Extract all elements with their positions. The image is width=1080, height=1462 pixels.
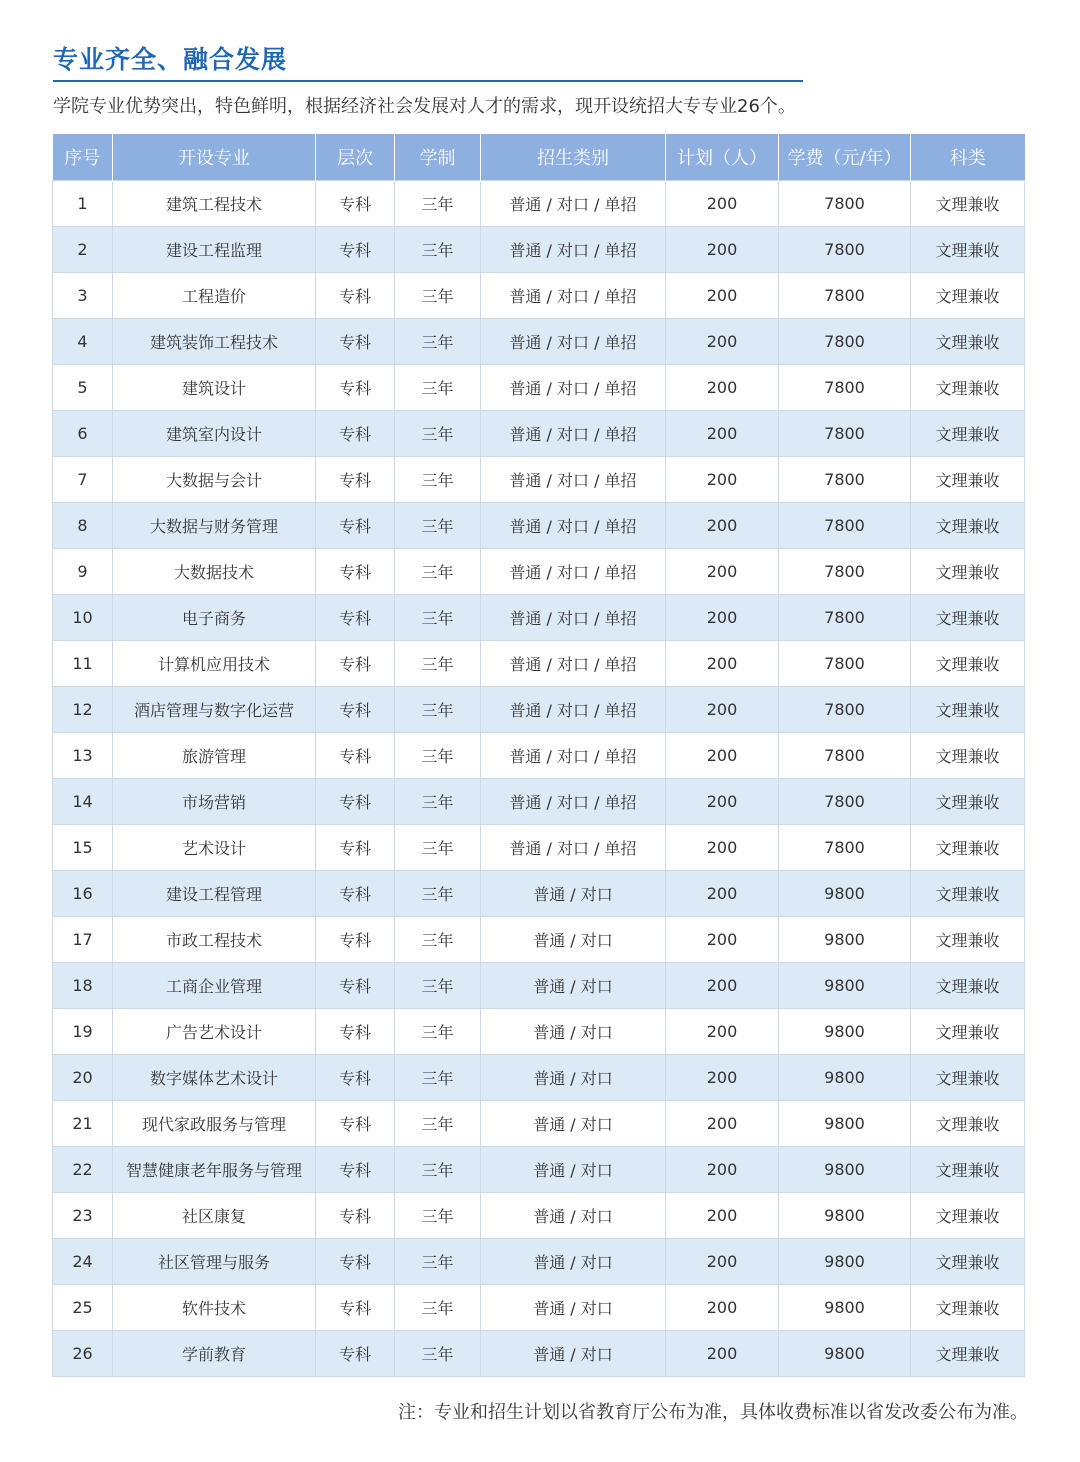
cell-plan: 200 [666, 227, 779, 273]
table-row [53, 411, 1025, 457]
cell-level: 专科 [316, 1055, 395, 1101]
cell-admission-type: 普通 / 对口 [481, 1147, 666, 1193]
cell-admission-type: 普通 / 对口 / 单招 [481, 825, 666, 871]
cell-index: 1 [53, 181, 113, 227]
cell-major: 市场营销 [113, 779, 316, 825]
table-body [53, 181, 1025, 1377]
cell-level: 专科 [316, 1147, 395, 1193]
cell-major: 建筑设计 [113, 365, 316, 411]
cell-tuition: 7800 [779, 319, 911, 365]
cell-level: 专科 [316, 319, 395, 365]
cell-major: 大数据与财务管理 [113, 503, 316, 549]
cell-major: 学前教育 [113, 1331, 316, 1377]
cell-duration: 三年 [395, 365, 481, 411]
cell-index: 24 [53, 1239, 113, 1285]
cell-major: 旅游管理 [113, 733, 316, 779]
cell-category: 文理兼收 [911, 1331, 1025, 1377]
cell-duration: 三年 [395, 1239, 481, 1285]
table-row [53, 457, 1025, 503]
header-index: 序号 [53, 134, 113, 181]
cell-index: 16 [53, 871, 113, 917]
cell-category: 文理兼收 [911, 687, 1025, 733]
cell-category: 文理兼收 [911, 411, 1025, 457]
table-row [53, 181, 1025, 227]
cell-major: 社区康复 [113, 1193, 316, 1239]
cell-index: 11 [53, 641, 113, 687]
cell-major: 艺术设计 [113, 825, 316, 871]
cell-tuition: 9800 [779, 1009, 911, 1055]
header-level: 层次 [316, 134, 395, 181]
cell-level: 专科 [316, 503, 395, 549]
cell-category: 文理兼收 [911, 319, 1025, 365]
table-row [53, 227, 1025, 273]
header-category: 科类 [911, 134, 1025, 181]
cell-category: 文理兼收 [911, 227, 1025, 273]
cell-plan: 200 [666, 825, 779, 871]
cell-duration: 三年 [395, 273, 481, 319]
cell-level: 专科 [316, 595, 395, 641]
table-row [53, 733, 1025, 779]
cell-index: 25 [53, 1285, 113, 1331]
cell-plan: 200 [666, 963, 779, 1009]
cell-plan: 200 [666, 1055, 779, 1101]
cell-tuition: 7800 [779, 227, 911, 273]
cell-index: 3 [53, 273, 113, 319]
cell-category: 文理兼收 [911, 1239, 1025, 1285]
table-row [53, 365, 1025, 411]
cell-level: 专科 [316, 641, 395, 687]
cell-tuition: 7800 [779, 273, 911, 319]
cell-duration: 三年 [395, 825, 481, 871]
cell-duration: 三年 [395, 503, 481, 549]
cell-major: 工程造价 [113, 273, 316, 319]
cell-level: 专科 [316, 227, 395, 273]
cell-level: 专科 [316, 1101, 395, 1147]
cell-level: 专科 [316, 963, 395, 1009]
cell-category: 文理兼收 [911, 641, 1025, 687]
cell-index: 8 [53, 503, 113, 549]
cell-major: 软件技术 [113, 1285, 316, 1331]
cell-plan: 200 [666, 549, 779, 595]
table-row [53, 1147, 1025, 1193]
cell-tuition: 9800 [779, 1331, 911, 1377]
cell-index: 17 [53, 917, 113, 963]
cell-tuition: 7800 [779, 595, 911, 641]
table-row [53, 1193, 1025, 1239]
cell-major: 建设工程监理 [113, 227, 316, 273]
cell-duration: 三年 [395, 733, 481, 779]
majors-table [52, 134, 1025, 1377]
cell-admission-type: 普通 / 对口 [481, 1331, 666, 1377]
cell-admission-type: 普通 / 对口 / 单招 [481, 641, 666, 687]
cell-plan: 200 [666, 457, 779, 503]
header-admission-type: 招生类别 [481, 134, 666, 181]
table-row [53, 273, 1025, 319]
cell-admission-type: 普通 / 对口 / 单招 [481, 411, 666, 457]
cell-category: 文理兼收 [911, 365, 1025, 411]
cell-duration: 三年 [395, 1147, 481, 1193]
cell-index: 6 [53, 411, 113, 457]
cell-tuition: 7800 [779, 687, 911, 733]
footnote: 注：专业和招生计划以省教育厅公布为准，具体收费标准以省发改委公布为准。 [398, 1402, 1028, 1423]
cell-admission-type: 普通 / 对口 [481, 1101, 666, 1147]
cell-level: 专科 [316, 871, 395, 917]
cell-plan: 200 [666, 1101, 779, 1147]
cell-major: 建筑工程技术 [113, 181, 316, 227]
table-row [53, 595, 1025, 641]
cell-admission-type: 普通 / 对口 [481, 963, 666, 1009]
cell-admission-type: 普通 / 对口 / 单招 [481, 687, 666, 733]
cell-tuition: 7800 [779, 549, 911, 595]
title-divider [53, 80, 803, 82]
cell-index: 2 [53, 227, 113, 273]
cell-duration: 三年 [395, 549, 481, 595]
cell-plan: 200 [666, 917, 779, 963]
cell-plan: 200 [666, 411, 779, 457]
cell-major: 计算机应用技术 [113, 641, 316, 687]
table-header-row [53, 134, 1025, 181]
cell-level: 专科 [316, 687, 395, 733]
cell-tuition: 9800 [779, 1193, 911, 1239]
cell-admission-type: 普通 / 对口 [481, 1285, 666, 1331]
cell-level: 专科 [316, 549, 395, 595]
cell-category: 文理兼收 [911, 1285, 1025, 1331]
cell-duration: 三年 [395, 779, 481, 825]
cell-level: 专科 [316, 1285, 395, 1331]
cell-category: 文理兼收 [911, 779, 1025, 825]
cell-category: 文理兼收 [911, 963, 1025, 1009]
cell-plan: 200 [666, 687, 779, 733]
cell-index: 5 [53, 365, 113, 411]
cell-level: 专科 [316, 365, 395, 411]
cell-category: 文理兼收 [911, 1101, 1025, 1147]
cell-major: 大数据技术 [113, 549, 316, 595]
cell-plan: 200 [666, 871, 779, 917]
cell-admission-type: 普通 / 对口 / 单招 [481, 181, 666, 227]
cell-plan: 200 [666, 273, 779, 319]
cell-plan: 200 [666, 733, 779, 779]
cell-plan: 200 [666, 595, 779, 641]
cell-duration: 三年 [395, 1055, 481, 1101]
header-major: 开设专业 [113, 134, 316, 181]
cell-major: 建设工程管理 [113, 871, 316, 917]
cell-index: 9 [53, 549, 113, 595]
cell-admission-type: 普通 / 对口 [481, 917, 666, 963]
cell-plan: 200 [666, 503, 779, 549]
cell-admission-type: 普通 / 对口 / 单招 [481, 273, 666, 319]
cell-tuition: 7800 [779, 825, 911, 871]
cell-level: 专科 [316, 1239, 395, 1285]
cell-major: 社区管理与服务 [113, 1239, 316, 1285]
cell-major: 酒店管理与数字化运营 [113, 687, 316, 733]
cell-index: 4 [53, 319, 113, 365]
cell-tuition: 7800 [779, 457, 911, 503]
cell-tuition: 7800 [779, 181, 911, 227]
table-row [53, 319, 1025, 365]
table-row [53, 687, 1025, 733]
cell-duration: 三年 [395, 1285, 481, 1331]
cell-plan: 200 [666, 1193, 779, 1239]
cell-admission-type: 普通 / 对口 / 单招 [481, 503, 666, 549]
cell-duration: 三年 [395, 687, 481, 733]
cell-plan: 200 [666, 319, 779, 365]
cell-tuition: 7800 [779, 641, 911, 687]
cell-admission-type: 普通 / 对口 [481, 1239, 666, 1285]
cell-tuition: 7800 [779, 503, 911, 549]
cell-admission-type: 普通 / 对口 / 单招 [481, 457, 666, 503]
cell-admission-type: 普通 / 对口 / 单招 [481, 365, 666, 411]
cell-tuition: 7800 [779, 365, 911, 411]
cell-level: 专科 [316, 825, 395, 871]
cell-plan: 200 [666, 1285, 779, 1331]
cell-tuition: 9800 [779, 917, 911, 963]
table-row [53, 871, 1025, 917]
cell-admission-type: 普通 / 对口 / 单招 [481, 779, 666, 825]
cell-category: 文理兼收 [911, 181, 1025, 227]
header-duration: 学制 [395, 134, 481, 181]
cell-duration: 三年 [395, 917, 481, 963]
table-row [53, 1009, 1025, 1055]
cell-index: 18 [53, 963, 113, 1009]
cell-major: 数字媒体艺术设计 [113, 1055, 316, 1101]
header-tuition: 学费（元/年） [779, 134, 911, 181]
cell-admission-type: 普通 / 对口 / 单招 [481, 595, 666, 641]
cell-major: 电子商务 [113, 595, 316, 641]
cell-plan: 200 [666, 1147, 779, 1193]
cell-admission-type: 普通 / 对口 [481, 1009, 666, 1055]
table-row [53, 1055, 1025, 1101]
cell-index: 19 [53, 1009, 113, 1055]
cell-tuition: 7800 [779, 733, 911, 779]
cell-index: 21 [53, 1101, 113, 1147]
cell-tuition: 9800 [779, 963, 911, 1009]
cell-plan: 200 [666, 641, 779, 687]
cell-index: 22 [53, 1147, 113, 1193]
cell-index: 20 [53, 1055, 113, 1101]
cell-index: 14 [53, 779, 113, 825]
cell-category: 文理兼收 [911, 457, 1025, 503]
cell-index: 15 [53, 825, 113, 871]
cell-duration: 三年 [395, 411, 481, 457]
cell-major: 建筑室内设计 [113, 411, 316, 457]
cell-index: 7 [53, 457, 113, 503]
cell-duration: 三年 [395, 1331, 481, 1377]
cell-major: 市政工程技术 [113, 917, 316, 963]
cell-index: 23 [53, 1193, 113, 1239]
cell-admission-type: 普通 / 对口 [481, 1055, 666, 1101]
cell-index: 13 [53, 733, 113, 779]
cell-admission-type: 普通 / 对口 [481, 871, 666, 917]
cell-duration: 三年 [395, 1101, 481, 1147]
cell-major: 现代家政服务与管理 [113, 1101, 316, 1147]
cell-duration: 三年 [395, 457, 481, 503]
cell-major: 大数据与会计 [113, 457, 316, 503]
header-plan: 计划（人） [666, 134, 779, 181]
cell-admission-type: 普通 / 对口 / 单招 [481, 319, 666, 365]
table-row [53, 641, 1025, 687]
table-row [53, 779, 1025, 825]
cell-level: 专科 [316, 779, 395, 825]
cell-duration: 三年 [395, 227, 481, 273]
cell-level: 专科 [316, 733, 395, 779]
cell-index: 12 [53, 687, 113, 733]
cell-duration: 三年 [395, 595, 481, 641]
cell-duration: 三年 [395, 871, 481, 917]
cell-admission-type: 普通 / 对口 / 单招 [481, 733, 666, 779]
cell-category: 文理兼收 [911, 1009, 1025, 1055]
cell-level: 专科 [316, 1193, 395, 1239]
cell-admission-type: 普通 / 对口 [481, 1193, 666, 1239]
table-row [53, 1331, 1025, 1377]
cell-category: 文理兼收 [911, 917, 1025, 963]
cell-plan: 200 [666, 365, 779, 411]
cell-tuition: 9800 [779, 871, 911, 917]
cell-category: 文理兼收 [911, 1055, 1025, 1101]
cell-tuition: 9800 [779, 1055, 911, 1101]
cell-level: 专科 [316, 273, 395, 319]
cell-plan: 200 [666, 779, 779, 825]
table-row [53, 503, 1025, 549]
cell-duration: 三年 [395, 641, 481, 687]
table-row [53, 917, 1025, 963]
cell-category: 文理兼收 [911, 595, 1025, 641]
cell-tuition: 9800 [779, 1101, 911, 1147]
cell-tuition: 9800 [779, 1285, 911, 1331]
cell-duration: 三年 [395, 963, 481, 1009]
cell-level: 专科 [316, 1009, 395, 1055]
cell-index: 10 [53, 595, 113, 641]
cell-index: 26 [53, 1331, 113, 1377]
cell-tuition: 7800 [779, 411, 911, 457]
cell-category: 文理兼收 [911, 1193, 1025, 1239]
intro-text: 学院专业优势突出，特色鲜明，根据经济社会发展对人才的需求，现开设统招大专专业26个。 [53, 96, 796, 117]
section-title: 专业齐全、融合发展 [53, 45, 288, 74]
cell-category: 文理兼收 [911, 733, 1025, 779]
cell-major: 智慧健康老年服务与管理 [113, 1147, 316, 1193]
table-row [53, 963, 1025, 1009]
cell-category: 文理兼收 [911, 273, 1025, 319]
cell-category: 文理兼收 [911, 1147, 1025, 1193]
cell-duration: 三年 [395, 1193, 481, 1239]
cell-tuition: 7800 [779, 779, 911, 825]
cell-level: 专科 [316, 181, 395, 227]
table-row [53, 1285, 1025, 1331]
cell-tuition: 9800 [779, 1147, 911, 1193]
cell-major: 建筑装饰工程技术 [113, 319, 316, 365]
cell-category: 文理兼收 [911, 503, 1025, 549]
cell-admission-type: 普通 / 对口 / 单招 [481, 549, 666, 595]
table-row [53, 825, 1025, 871]
cell-duration: 三年 [395, 1009, 481, 1055]
cell-major: 工商企业管理 [113, 963, 316, 1009]
cell-duration: 三年 [395, 181, 481, 227]
cell-level: 专科 [316, 917, 395, 963]
cell-level: 专科 [316, 411, 395, 457]
table-row [53, 1239, 1025, 1285]
cell-plan: 200 [666, 1239, 779, 1285]
cell-major: 广告艺术设计 [113, 1009, 316, 1055]
cell-level: 专科 [316, 1331, 395, 1377]
cell-admission-type: 普通 / 对口 / 单招 [481, 227, 666, 273]
cell-duration: 三年 [395, 319, 481, 365]
cell-tuition: 9800 [779, 1239, 911, 1285]
table-row [53, 1101, 1025, 1147]
cell-plan: 200 [666, 1331, 779, 1377]
cell-level: 专科 [316, 457, 395, 503]
cell-category: 文理兼收 [911, 549, 1025, 595]
cell-category: 文理兼收 [911, 871, 1025, 917]
cell-plan: 200 [666, 181, 779, 227]
cell-category: 文理兼收 [911, 825, 1025, 871]
cell-plan: 200 [666, 1009, 779, 1055]
table-row [53, 549, 1025, 595]
